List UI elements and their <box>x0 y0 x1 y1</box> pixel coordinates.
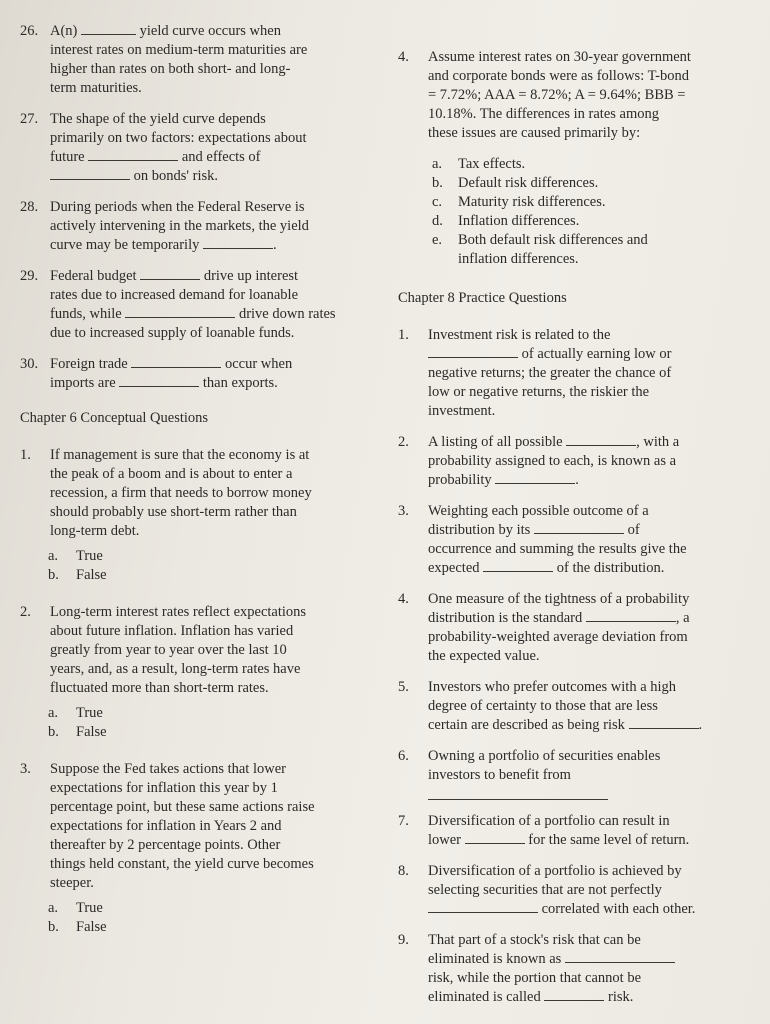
conceptual-question-1: 1. If management is sure that the economy is at the peak of a boom and is about to enter a recession, a firm that needs to borrow money should probably use short-term rather than long-term debt. <box>20 447 312 539</box>
option-a[interactable]: a. Tax effects. <box>432 156 526 172</box>
question-4-options <box>398 155 746 269</box>
answer-blank[interactable] <box>544 988 604 1001</box>
answer-blank[interactable] <box>495 471 575 484</box>
answer-blank[interactable] <box>534 521 624 534</box>
question-4: 4. Assume interest rates on 30-year government and corporate bonds were as follows: T-bond = 7.72%; AAA = 8.72%; A = 9.64%; BBB = 10.18%. The differences in rates among these issues are caused primarily by: <box>398 49 691 141</box>
answer-blank[interactable] <box>629 716 699 729</box>
conceptual-question-3: 3. Suppose the Fed takes actions that lower expectations for inflation this year by 1 percentage point, but these same actions raise expectations for inflation in Years 2 and thereafter by 2 percentage points. Other things held constant, the yield curve becomes steeper. <box>20 761 315 891</box>
answer-blank[interactable] <box>140 267 200 280</box>
question-27: 27. The shape of the yield curve depends primarily on two factors: expectations about future and effects of on bonds' risk. <box>20 111 307 184</box>
conceptual-question-3-options <box>48 899 365 937</box>
conceptual-question-2-options <box>48 704 365 742</box>
practice-question-8: 8. Diversification of a portfolio is achieved by selecting securities that are not perfectly correlated with each other. <box>398 863 696 917</box>
question-26: 26. A(n) yield curve occurs when interest rates on medium-term maturities are higher than rates on both short- and long- term maturities. <box>20 23 308 96</box>
option-true[interactable]: a. True <box>48 548 103 564</box>
practice-question-9: 9. That part of a stock's risk that can be eliminated is known as risk, while the portion that cannot be eliminated is called risk. <box>398 931 746 1007</box>
answer-blank[interactable] <box>119 374 199 387</box>
answer-blank[interactable] <box>586 609 676 622</box>
option-e[interactable]: e. Both default risk differences and inflation differences. <box>432 232 648 267</box>
practice-question-5: 5. Investors who prefer outcomes with a high degree of certainty to those that are less certain are described as being risk . <box>398 679 703 733</box>
answer-blank[interactable] <box>465 831 525 844</box>
answer-blank[interactable] <box>50 167 130 180</box>
practice-question-1: 1. Investment risk is related to the of actually earning low or negative returns; the greater the chance of low or negative returns, the riskier the investment. <box>398 327 672 419</box>
practice-question-7: 7. Diversification of a portfolio can result in lower for the same level of return. <box>398 813 690 848</box>
question-29: 29. Federal budget drive up interest rates due to increased demand for loanable funds, while drive down rates due to increased supply of loanable funds. <box>20 268 336 341</box>
chapter-8-heading: Chapter 8 Practice Questions <box>398 290 567 306</box>
practice-question-6: 6. Owning a portfolio of securities enables investors to benefit from <box>398 747 746 800</box>
answer-blank[interactable] <box>483 559 553 572</box>
question-28: 28. During periods when the Federal Reserve is actively intervening in the markets, the yield curve may be temporarily . <box>20 199 309 253</box>
option-b[interactable]: b. Default risk differences. <box>432 175 599 191</box>
option-d[interactable]: d. Inflation differences. <box>432 213 580 229</box>
answer-blank[interactable] <box>428 900 538 913</box>
practice-question-2: 2. A listing of all possible , with a probability assigned to each, is known as a probability . <box>398 434 680 488</box>
practice-question-4: 4. One measure of the tightness of a probability distribution is the standard , a probability-weighted average deviation from the expected value. <box>398 591 690 664</box>
option-true[interactable]: a. True <box>48 705 103 721</box>
conceptual-question-1-options <box>48 547 365 585</box>
right-column <box>398 48 746 1019</box>
left-column <box>20 22 365 955</box>
answer-blank[interactable] <box>88 148 178 161</box>
answer-blank[interactable] <box>81 22 136 35</box>
option-c[interactable]: c. Maturity risk differences. <box>432 194 606 210</box>
answer-blank[interactable] <box>566 433 636 446</box>
practice-question-3: 3. Weighting each possible outcome of a distribution by its of occurrence and summing the results give the expected of the distribution. <box>398 503 687 576</box>
conceptual-question-2: 2. Long-term interest rates reflect expectations about future inflation. Inflation has varied greatly from year to year over the last 10 years, and, as a result, long-term rates have fluctuated more than short-term rates. <box>20 604 307 696</box>
option-false[interactable]: b. False <box>48 567 107 583</box>
answer-blank[interactable] <box>565 950 675 963</box>
option-false[interactable]: b. False <box>48 724 107 740</box>
answer-blank[interactable] <box>125 305 235 318</box>
answer-blank[interactable] <box>131 355 221 368</box>
answer-blank[interactable] <box>428 785 608 800</box>
answer-blank[interactable] <box>428 345 518 358</box>
question-30: 30. Foreign trade occur when imports are than exports. <box>20 356 293 391</box>
chapter-6-heading: Chapter 6 Conceptual Questions <box>20 410 209 426</box>
answer-blank[interactable] <box>203 236 273 249</box>
option-false[interactable]: b. False <box>48 919 107 935</box>
option-true[interactable]: a. True <box>48 900 103 916</box>
